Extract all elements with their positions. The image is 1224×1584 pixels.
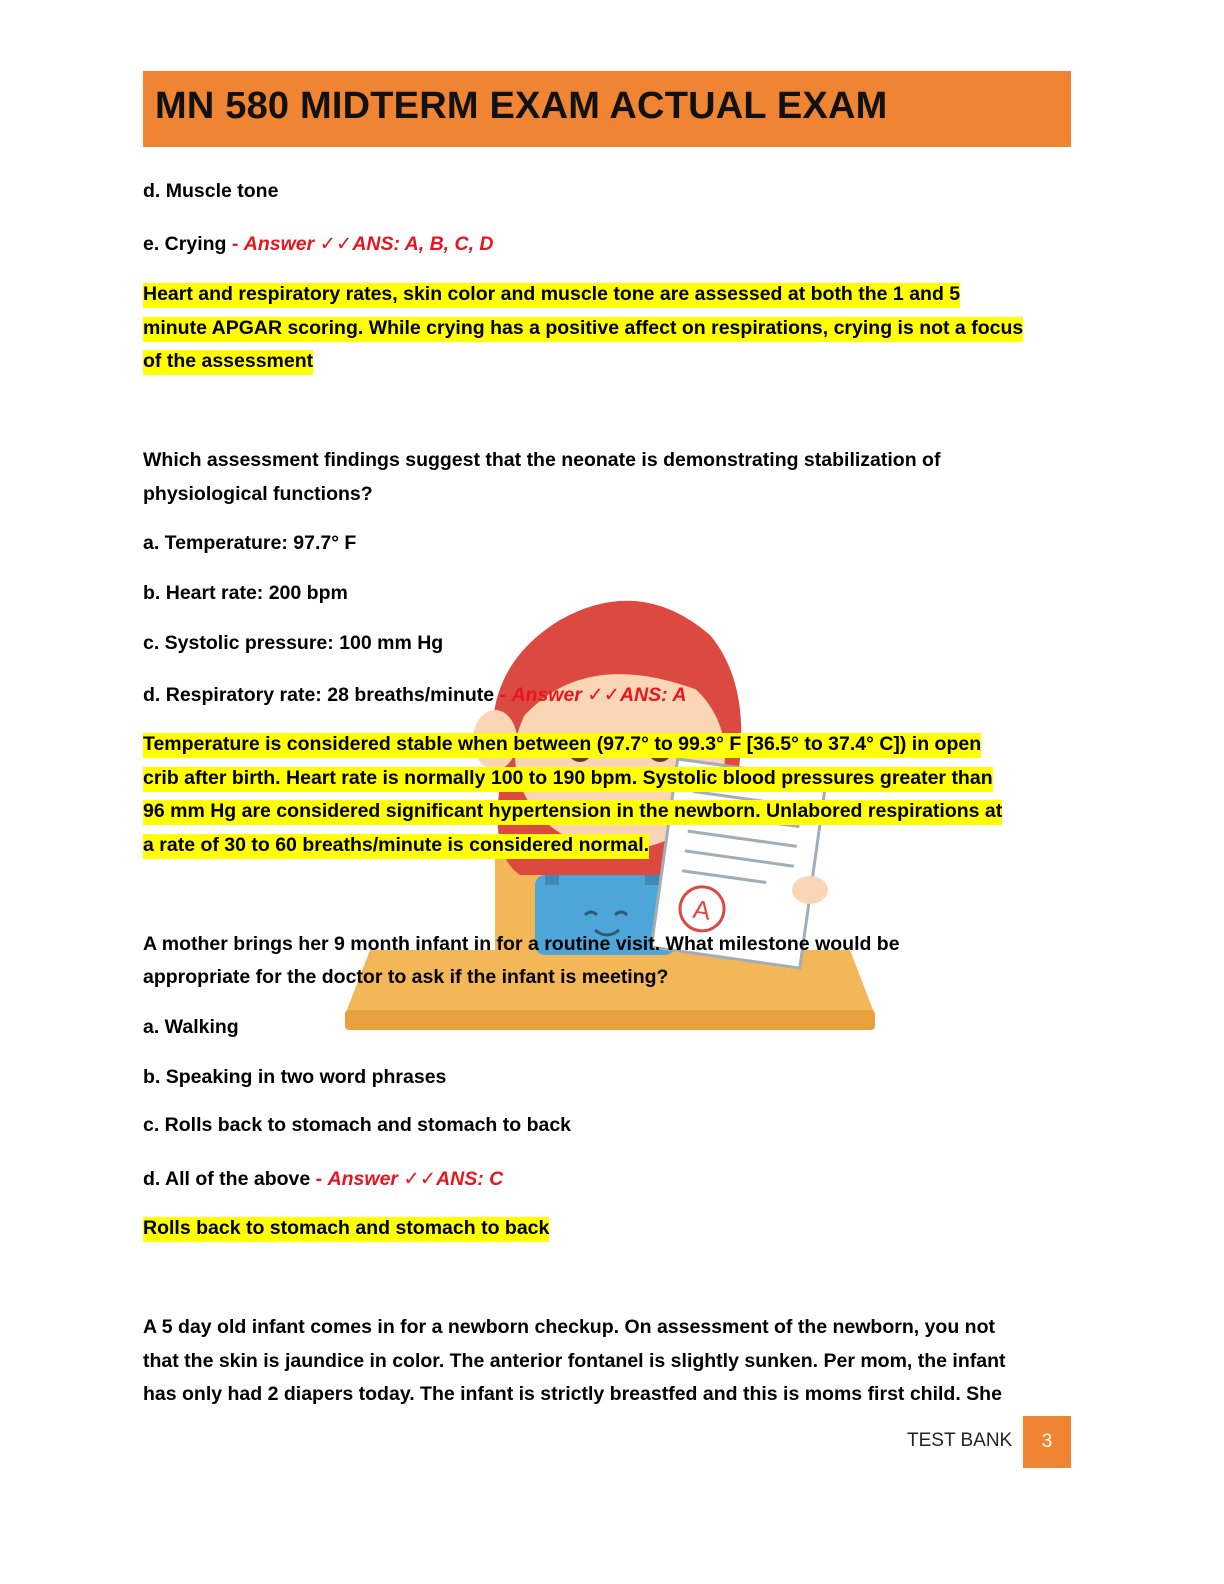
q3-question-line: A mother brings her 9 month infant in for a routine visit. What milestone would be	[143, 933, 900, 955]
q3-answer: Answer ✓✓ANS: C	[327, 1168, 504, 1190]
q2-rationale-line: a rate of 30 to 60 breaths/minute is considered normal.	[143, 832, 649, 858]
q1-rationale-line: minute APGAR scoring. While crying has a positive affect on respirations, crying is not a focus	[143, 315, 1023, 341]
q2-option-b: b. Heart rate: 200 bpm	[143, 582, 348, 604]
q2-rationale-line: Temperature is considered stable when between (97.7° to 99.3° F [36.5° to 37.4° C]) in open	[143, 731, 981, 757]
grade-mark: A	[691, 893, 713, 926]
q3-option-b: b. Speaking in two word phrases	[143, 1066, 447, 1088]
q2-rationale-line: 96 mm Hg are considered significant hypertension in the newborn. Unlabored respirations at	[143, 798, 1002, 824]
q3-rationale: Rolls back to stomach and stomach to back	[143, 1215, 549, 1241]
q3-option-d: d. All of the above	[143, 1168, 311, 1190]
q1-option-e: e. Crying	[143, 233, 227, 255]
q2-option-d-line: d. Respiratory rate: 28 breaths/minute - Answer ✓✓ANS: A	[143, 684, 687, 706]
q1-option-d: d. Muscle tone	[143, 180, 279, 202]
header-band	[143, 71, 1071, 147]
q2-question-line: Which assessment findings suggest that the neonate is demonstrating stabilization of	[143, 449, 941, 471]
footer-label: TEST BANK	[907, 1430, 1013, 1451]
q2-question-line: physiological functions?	[143, 483, 373, 505]
q3-option-d-line: d. All of the above - Answer ✓✓ANS: C	[143, 1168, 504, 1190]
q3-question-line: appropriate for the doctor to ask if the infant is meeting?	[143, 966, 669, 988]
q1-rationale-line: Heart and respiratory rates, skin color and muscle tone are assessed at both the 1 and 5	[143, 281, 960, 307]
q1-rationale-line: of the assessment	[143, 348, 313, 374]
page-title: MN 580 MIDTERM EXAM ACTUAL EXAM	[155, 85, 888, 127]
q3-option-c: c. Rolls back to stomach and stomach to back	[143, 1114, 572, 1136]
q2-answer: Answer ✓✓ANS: A	[511, 684, 687, 706]
desk-edge	[345, 1010, 875, 1030]
q1-option-e-line: e. Crying - Answer ✓✓ANS: A, B, C, D	[143, 233, 494, 255]
q2-option-c: c. Systolic pressure: 100 mm Hg	[143, 632, 444, 654]
q4-question-line: A 5 day old infant comes in for a newborn checkup. On assessment of the newborn, you not	[143, 1316, 995, 1338]
q1-answer: Answer ✓✓ANS: A, B, C, D	[243, 233, 494, 255]
q4-question-line: has only had 2 diapers today. The infant is strictly breastfed and this is moms first child. She	[143, 1383, 1002, 1405]
q2-rationale-line: crib after birth. Heart rate is normally 100 to 190 bpm. Systolic blood pressures greater than	[143, 765, 993, 791]
q3-option-a: a. Walking	[143, 1016, 239, 1038]
page-number: 3	[1023, 1416, 1071, 1468]
q2-option-d: d. Respiratory rate: 28 breaths/minute	[143, 684, 495, 706]
q4-question-line: that the skin is jaundice in color. The anterior fontanel is slightly sunken. Per mom, the infant	[143, 1350, 1006, 1372]
q2-option-a: a. Temperature: 97.7° F	[143, 532, 357, 554]
